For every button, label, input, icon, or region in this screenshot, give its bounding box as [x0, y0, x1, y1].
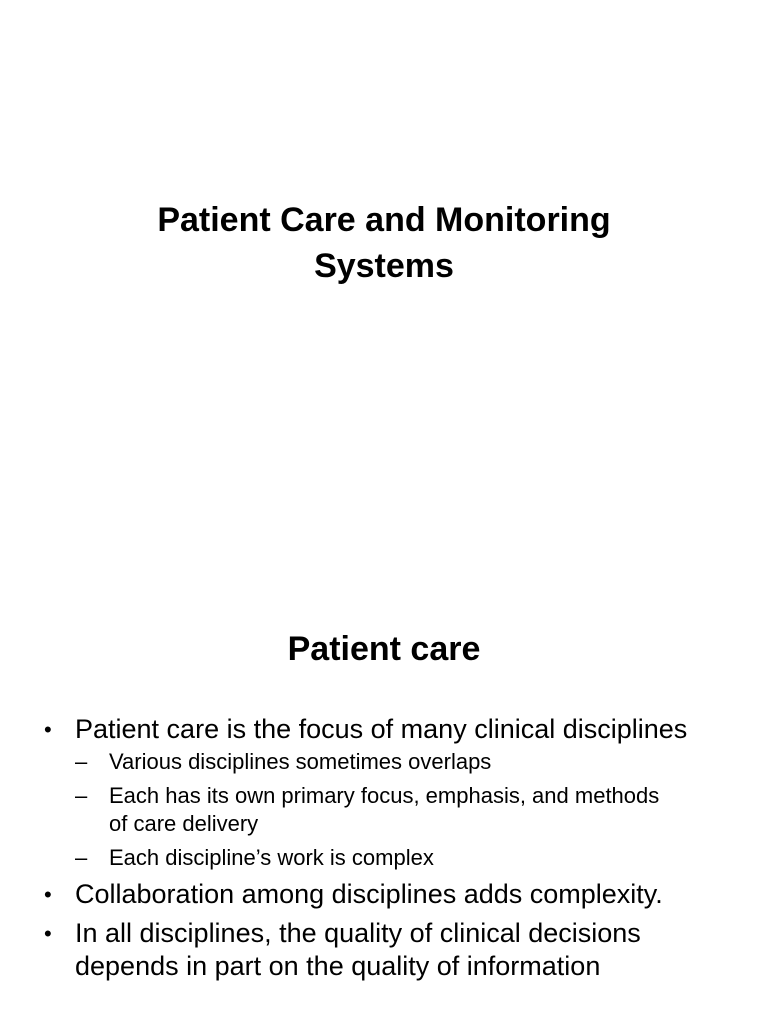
content-slide [0, 576, 768, 1024]
bullet-text: Collaboration among disciplines adds complexity. [75, 879, 663, 909]
bullet-text: Patient care is the focus of many clinical disciplines [75, 714, 688, 744]
bullet-item [44, 917, 744, 983]
presentation-title [0, 197, 768, 289]
sub-bullet-item: – Each has its own primary focus, emphasis, and methods of care delivery [75, 782, 669, 838]
sub-bullet-item: – Each discipline’s work is complex [75, 844, 669, 872]
title-line-1: Patient Care and Monitoring [157, 201, 611, 239]
title-line-2: Systems [314, 247, 454, 285]
bullet-list [44, 713, 744, 989]
bullet-text: In all disciplines, the quality of clinical decisions depends in part on the quality of information [75, 918, 641, 981]
bullet-item [44, 713, 744, 872]
sub-bullet-item: – Various disciplines sometimes overlaps [75, 748, 669, 776]
slide-title: Patient care [287, 630, 481, 668]
bullet-item [44, 878, 744, 911]
sub-bullet-list [75, 748, 744, 872]
